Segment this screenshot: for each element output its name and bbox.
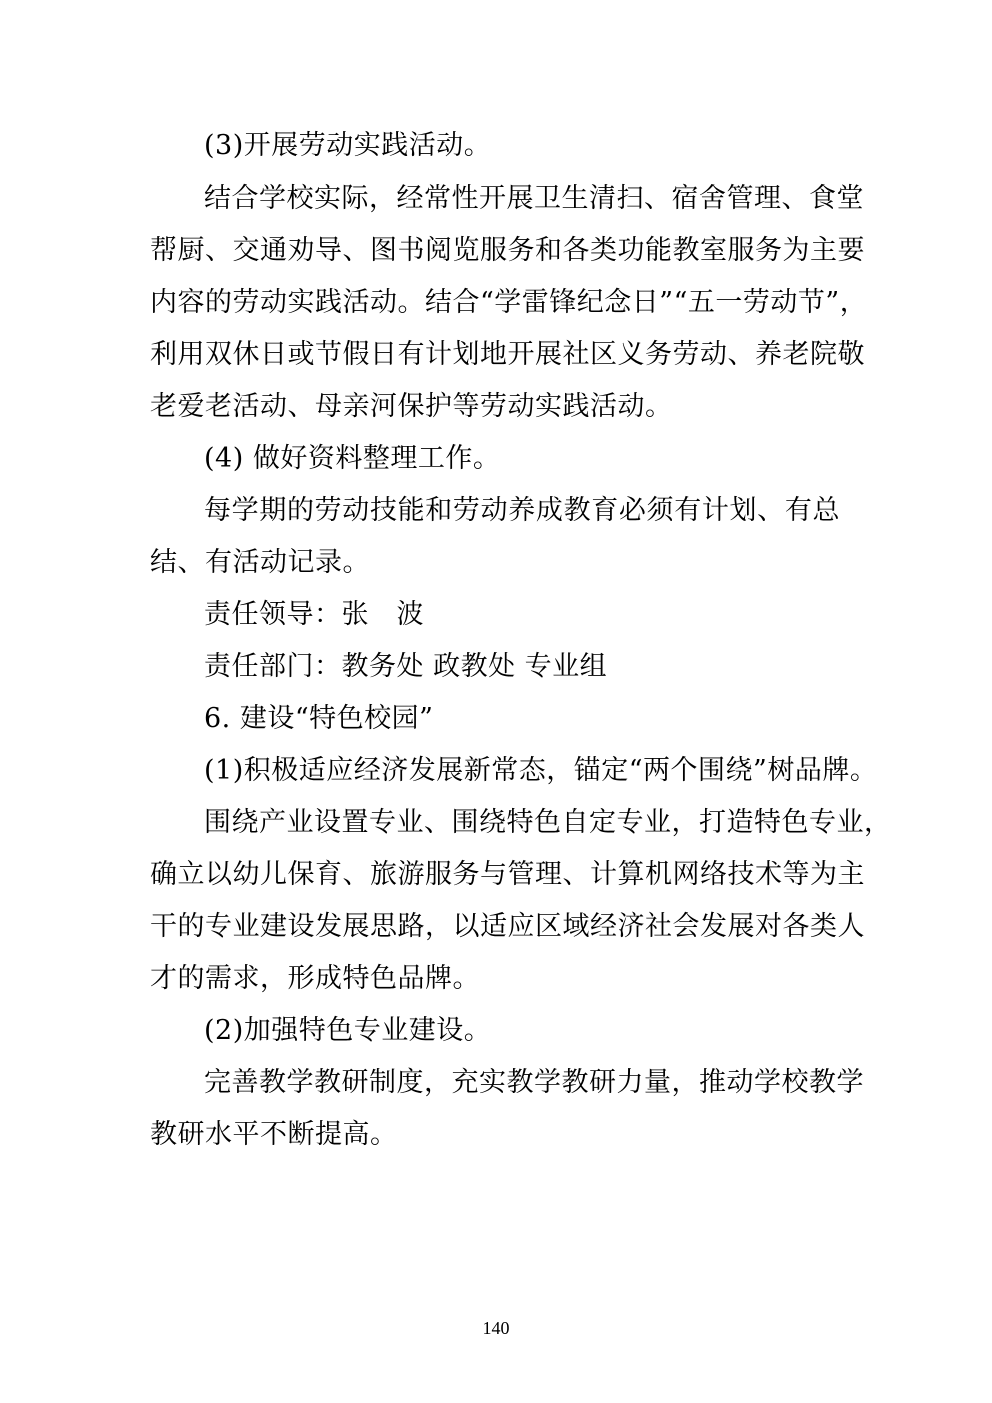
paragraph-line: 利用双休日或节假日有计划地开展社区义务劳动、养老院敬 bbox=[150, 339, 865, 370]
paragraph-line: 干的专业建设发展思路，以适应区域经济社会发展对各类人 bbox=[150, 911, 865, 942]
paragraph-line: 确立以幼儿保育、旅游服务与管理、计算机网络技术等为主 bbox=[150, 859, 865, 890]
heading-data-organization: (4) 做好资料整理工作。 bbox=[204, 443, 501, 474]
paragraph-line: 帮厨、交通劝导、图书阅览服务和各类功能教室服务为主要 bbox=[150, 235, 865, 266]
paragraph-line: 老爱老活动、母亲河保护等劳动实践活动。 bbox=[150, 391, 673, 422]
paragraph-line: 才的需求，形成特色品牌。 bbox=[150, 963, 480, 994]
responsible-department: 责任部门：教务处 政教处 专业组 bbox=[204, 651, 608, 682]
responsible-leader: 责任领导：张 波 bbox=[204, 599, 424, 630]
heading-labor-practice: (3)开展劳动实践活动。 bbox=[204, 130, 492, 161]
paragraph-line: 内容的劳动实践活动。结合“学雷锋纪念日”“五一劳动节”， bbox=[150, 287, 868, 318]
heading-brand-building: (1)积极适应经济发展新常态，锚定“两个围绕”树品牌。 bbox=[204, 755, 878, 786]
paragraph-line: 围绕产业设置专业、围绕特色自定专业，打造特色专业， bbox=[204, 807, 892, 838]
paragraph-line: 每学期的劳动技能和劳动养成教育必须有计划、有总 bbox=[204, 495, 840, 526]
paragraph-line: 完善教学教研制度，充实教学教研力量，推动学校教学 bbox=[204, 1067, 864, 1098]
section-heading-featured-campus: 6. 建设“特色校园” bbox=[204, 703, 434, 734]
paragraph-line: 教研水平不断提高。 bbox=[150, 1119, 398, 1150]
page-number: 140 bbox=[482, 1318, 510, 1338]
paragraph-line: 结、有活动记录。 bbox=[150, 547, 370, 578]
heading-specialty-construction: (2)加强特色专业建设。 bbox=[204, 1015, 492, 1046]
paragraph-line: 结合学校实际，经常性开展卫生清扫、宿舍管理、食堂 bbox=[204, 183, 864, 214]
